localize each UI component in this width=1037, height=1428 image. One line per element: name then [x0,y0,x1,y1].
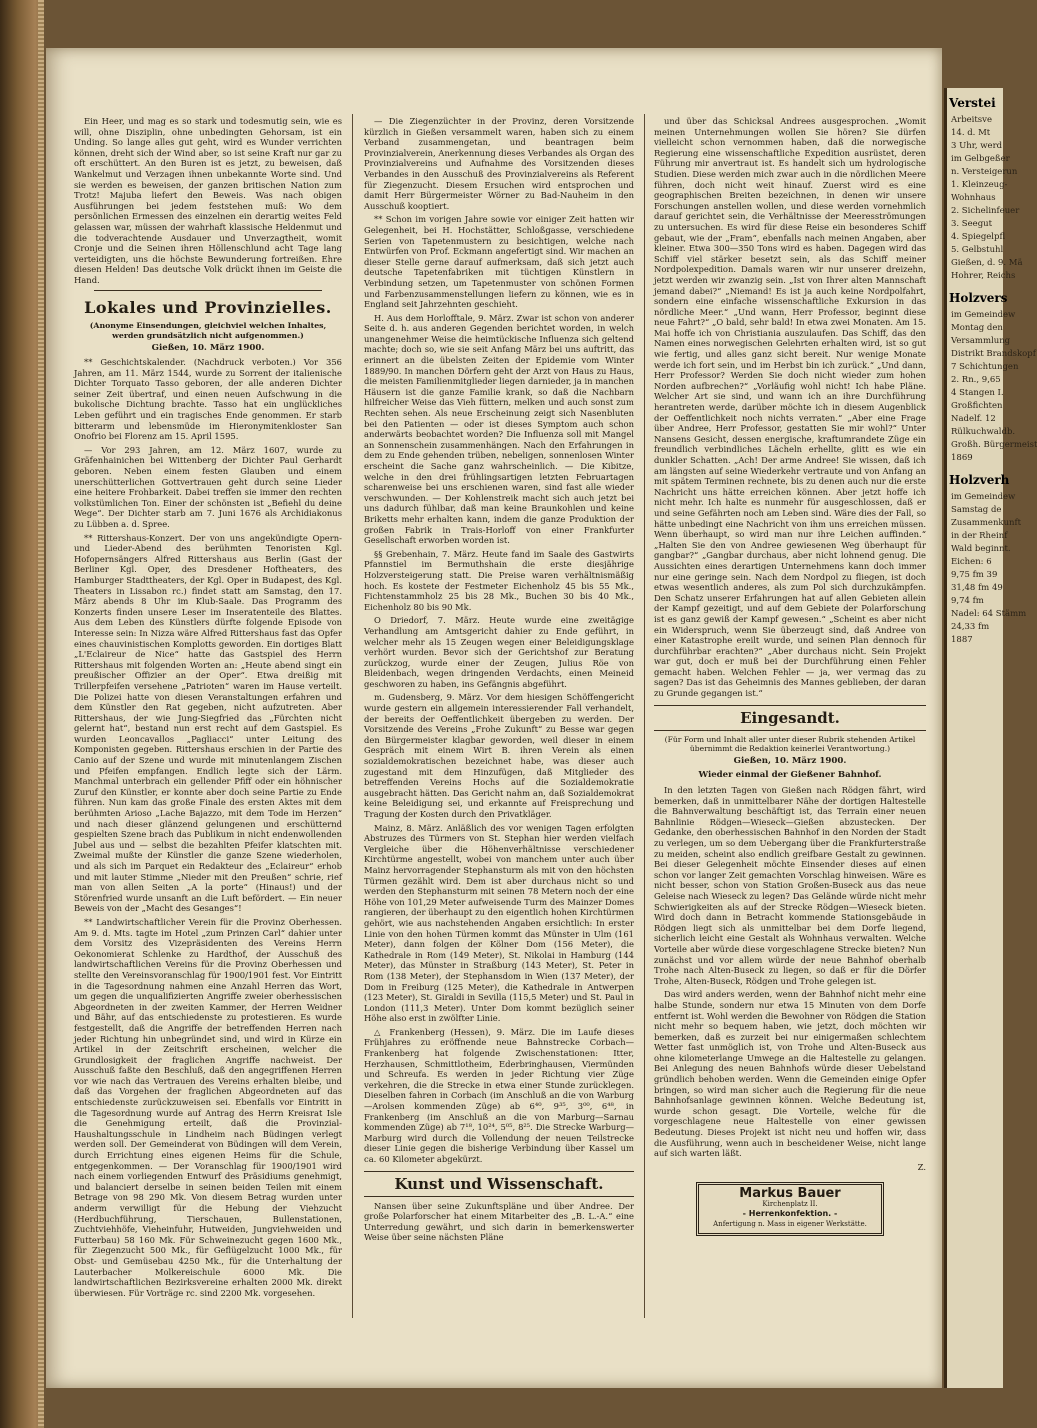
margin-line: 1869 [951,453,973,463]
article-paragraph: Nansen über seine Zukunftspläne und über Andree. Der große Polarforscher hat einem Mitarbeiter des „B. L.-A.“ eine Unterredung gewährt, und sich darin in bemerkenswerter Weise über seine nächsten Pläne [364,1200,634,1243]
margin-line: 7 Schichtungen [951,362,1019,372]
ad-street: Kirchenplatz II. [762,1200,818,1208]
margin-line: Nadelf. 12 [951,414,996,424]
margin-line: 4 Stangen I. [951,388,1004,398]
margin-line: 5. Gelbstuhl [951,245,1004,255]
article-heading: Wieder einmal der Gießener Bahnhof. [698,770,882,781]
margin-line: Montag den [951,323,1003,333]
book-binding [0,0,44,1428]
column-2 [364,116,634,1316]
margin-line: Rülkuchwaldb. [951,427,1016,437]
margin-line: Wohnhaus [951,193,996,203]
margin-line: n. Versteigerun [951,167,1018,177]
ad-line: Anfertigung n. Mass in eigener Werkstätte. [713,1219,867,1228]
margin-line: Arbeitsve [951,115,993,125]
article-paragraph: m. Gudensberg, 9. März. Vor dem hiesigen Schöffengericht wurde gestern ein allgemein interessierender Fall verhandelt, der bereits der Oeffentlichkeit übergeben zu werden. Der Vorsitzende des Vereins „Frohe Zukunft“ zu Besse war gegen den Bürgermeister klagbar geworden, weil dieser in einem Gespräch mit einem Wirt B. ihren Verein als einen sozialdemokratischen bezeichnet habe, was dieser auch zugestand mit dem Hinzufügen, daß Mitglieder des betreffenden Vereins Hochs auf die Sozialdemokratie ausgebracht hätten. Das Gericht nahm an, daß Sozialdemokrat keine Beleidigung sei, und erkannte auf Freisprechung und Tragung der Kosten durch den Privatkläger. [364,692,634,819]
signature: Z. [917,1161,926,1172]
article-paragraph: — Die Ziegenzüchter in der Provinz, deren Vorsitzende kürzlich in Gießen versammelt waren, haben sich zu einem Verband zusammengetan, und beantragen beim Provinzialverein, Anerkennung dieses Verbandes als Organ des Provinzialvereins und Aufnahme des Vorsitzenden dieses Verbandes in den Ausschuß des Provinzialvereins als Referent für Ziegenzucht. Diesem Ersuchen wird entsprochen und damit Herr Bürgermeister Wörner zu Bad-Nauheim in den Ausschuß kooptiert. [364,116,634,211]
article-paragraph: §§ Grebenhain, 7. März. Heute fand im Saale des Gastwirts Pfannstiel im Bermuthshain die erste diesjährige Holzversteigerung statt. Die Preise waren verhältnismäßig hoch. Es kostete der Festmeter Eichenholz 45 bis 55 Mk., Fichtenstammholz 25 bis 28 Mk., Buchen 30 bis 40 Mk., Eichenholz 80 bis 90 Mk. [364,548,634,612]
advertisement-box [696,1182,884,1235]
margin-line: Zusammenkunft [951,518,1022,528]
margin-line: 31,48 fm 49 [951,583,1003,593]
newspaper-page [46,48,942,1388]
article-paragraph: O Driedorf, 7. März. Heute wurde eine zweitägige Verhandlung am Amtsgericht dahier zu Ende geführt, in welcher mehr als 15 Zeugen wegen einer Beleidigungsklage verhört wurden. Bevor sich der Gerichtshof zur Beratung zurückzog, wurde einer der Zeugen, Julius Röe von Bleidenbach, wegen dringenden Verdachts, einen Meineid geschworen zu haben, ins Gefängnis abgeführt. [364,615,634,689]
article-paragraph: Mainz, 8. März. Anläßlich des vor wenigen Tagen erfolgten Abstruzes des Türmers von St. Stephan hier werden vielfach Vergleiche über die Höhenverhältnisse verschiedener Kirchtürme angestellt, wobei von manchem unter auch über Mainz hervorragender Stephansturm als mit von den höchsten Türmen gezählt wird. Dem ist aber durchaus nicht so und werden den Stephansturm mit seinen 78 Metern noch der eine Höhe von 101,29 Meter aufweisende Turm des Mainzer Domes rangieren, der überhaupt zu den eigentlich hohen Kirchtürmen gehört, wie aus nachstehenden Angaben ersichtlich: In erster Linie von den hohen Türmen kommt das Münster in Ulm (161 Meter), dann folgen der Kölner Dom (156 Meter), die Kathedrale in Rom (149 Meter), St. Nikolai in Hamburg (144 Meter), das Münster in Straßburg (143 Meter), St. Peter in Rom (138 Meter), der Stephansdom in Wien (137 Meter), der Dom in Freiburg (125 Meter), die Kathedrale in Antwerpen (123 Meter), St. Giraldi in Sevilla (115,5 Meter) und St. Paul in London (111,3 Meter). Unter Dom kommt bezüglich seiner Höhe also erst in zwölfter Linie. [364,822,634,1024]
margin-line: Wald beginnt. [951,544,1011,554]
margin-line: Versammlung [951,336,1011,346]
margin-heading: Verstei [949,96,996,110]
article-paragraph: In den letzten Tagen von Gießen nach Rödgen fährt, wird bemerken, daß in unmittelbarer Nähe der dortigen Haltestelle die Bahnverwaltung beschäftigt ist, das Terrain einer neuen Bahnlinie Rödgen—Wieseck—Gießen abzustecken. Der Gedanke, den oberhessischen Bahnhof in den Norden der Stadt zu verlegen, um so dem Uebergang über die Frankfurterstraße zu meiden, scheint also endlich greifbare Gestalt zu gewinnen. Bei dieser Gelegenheit möchte Einsender dieses auf einen schon vor langer Zeit gemachten Vorschlag hinweisen. Wäre es nicht besser, schon von Station Großen-Buseck aus das neue Geleise nach Wieseck zu legen? Das Gelände würde nicht mehr Schwierigkeiten als auf der Strecke Rödgen—Wieseck bieten. Wird doch dann in Betracht kommende Stationsgebäude in Rödgen liegt sich als unmittelbar bei dem Dorfe liegend, sicherlich leicht eine Gestalt als Wohnhaus verwalten. Welche Vorteile aber würde diese vorgeschlagene Strecke bieten? Nun zunächst und vor allem würde der neue Bahnhof oberhalb Trohe nach Alten-Buseck zu liegen, so daß er für die Dörfer Trohe, Alten-Buseck, Rödgen und Trohe gelegen ist. [654,785,926,986]
ad-trade: - Herrenkonfektion. - [742,1209,838,1218]
margin-line: Gießen, d. 9. Mä [951,258,1023,268]
margin-line: 9,75 fm 39 [951,570,998,580]
intro-paragraph: Ein Heer, und mag es so stark und todesmutig sein, wie es will, ohne Disziplin, ohne unbedingten Gehorsam, ist ein Unding. So lange alles gut geht, wird es Wunder verrichten können, dreht sich der Wind aber, so ist seine Kraft nur gar zu oft erschüttert. An den Buren ist es jetzt, zu beweisen, daß Wankelmut und Verzagen ihnen unbekannte Worte sind. Und sie werden es beweisen, der ganzen britischen Nation zum Trotz! Majuba liefert den Beweis. Was nach obigen Ausführungen bei jedem feststehen muß: Wo dem persönlichen Ermessen des einzelnen ein derartig weites Feld gelassen war, müssen der wahrhaft klassische Heldenmut und die todverachtende Ausdauer und Unverzagtheit, womit Cronje und die Seinen ihren Höllenschlund acht Tage lang verteidigten, uns die höchste Bewunderung fortreißen. Ehre diesen Helden! Das deutsche Volk drückt ihnen im Geiste die Hand. [74,116,342,285]
article-paragraph: — Vor 293 Jahren, am 12. März 1607, wurde zu Gräfenhainichen bei Wittenberg der Dichter Paul Gerhardt geboren. Neben einem festen Glauben und einem unerschütterlichen Gottvertrauen geht durch seine Lieder eine heitere Frohbarkeit. Dabei treffen sie immer den rechten volkstümlichen Ton. Einer der schönsten ist „Befiehl du deine Wege“. Der Dichter starb am 7. Juni 1676 als Archidiakonus zu Lübben a. d. Spree. [74,444,342,529]
article-paragraph: △ Frankenberg (Hessen), 9. März. Die im Laufe dieses Frühjahres zu eröffnende neue Bahnstrecke Corbach—Frankenberg hat folgende Zwischenstationen: Itter, Herzhausen, Schmittlotheim, Ederbringhausen, Viermünden und Schreufa. Es werden in jeder Richtung vier Züge verkehren, die die Strecke in etwa einer Stunde zurücklegen. Dieselben fahren in Corbach (im Anschluß an die von Warburg—Arolsen kommenden Züge) ab 6⁴⁰, 9³⁵, 3⁰⁰, 6⁴⁸, in Frankenberg (im Anschluß an die von Marburg—Sarnau kommenden Züge) ab 7¹⁸, 10²⁴, 5⁰⁵, 8²⁵. Die Strecke Warburg—Marburg wird durch die Vollendung der neuen Teilstrecke dieser Linie gegen die bisherige Verbindung über Kassel um ca. 60 Kilometer abgekürzt. [364,1026,634,1164]
margin-line: Hohrer, Reichs [951,271,1016,281]
margin-line: 4. Spiegelpfl [951,232,1006,242]
article-paragraph: ** Landwirtschaftlicher Verein für die Provinz Oberhessen. Am 9. d. Mts. tagte im Hotel „zum Prinzen Carl“ dahier unter dem Vorsitz des Vizepräsidenten des Vereins Herrn Oekonomierat Schlenke zu Hardthof, der Ausschuß des landwirtschaftlichen Vereins für die Provinz Oberhessen und stellte den Vereinsvoranschlag für 1900/1901 fest. Vor Eintritt in die Tagesordnung nahmen eine Anzahl Herren das Wort, um gegen die unqualifizierten Angriffe zweier oberhessischen Abgeordneten in der zweiten Kammer, der Herren Weidner und Bähr, auf das entschiedenste zu protestieren. Es wurde festgestellt, daß die Angriffe der betreffenden Herren nach jeder Richtung hin unbegründet sind, und wird in Kürze ein Artikel in der Zeitschrift erscheinen, welcher die Grundlosigkeit der fraglichen Angriffe nachweist. Der Ausschuß faßte den Beschluß, daß den angegriffenen Herren vor wie nach das Vertrauen des Vereins erhalten bleibe, und daß das Vorgehen der fraglichen Abgeordneten auf das entschiedenste zurückzuweisen sei. Ebenfalls vor Eintritt in die Tagesordnung wurde auf Antrag des Herrn Kreisrat Isle die Genehmigung erteilt, daß die Provinzial-Haushaltungsschule in Lindheim nach Büdingen verlegt werden soll. Der Gemeinderat von Büdingen will dem Verein, durch Errichtung eines eigenen Heims für die Schule, entgegenkommen. — Der Voranschlag für 1900/1901 wird nach einem vorliegenden Entwurf des Präsidiums genehmigt, und balanciert derselbe in seinen beiden Teilen mit einem Betrage von 98 290 Mk. Von diesem Betrag wurden unter anderm verwilligt für die Hebung der Viehzucht (Herdbuchführung, Tierschauen, Bullenstationen, Zuchtviehhöfe, Vieheinfuhr, Hutweiden, Jungviehweiden und Futterbau) 58 160 Mk. Für Schweinezucht gegen 1600 Mk., für Ziegenzucht 500 Mk., für Geflügelzucht 1000 Mk., für Obst- und Gemüsebau 4250 Mk., für die Unterhaltung der Lauterbacher Molkereischule 6000 Mk. Die landwirtschaftlichen Bezirksvereine erhalten 2000 Mk. direkt überwiesen. Für Vorträge rc. sind 2200 Mk. vorgesehen. [74,916,342,1298]
section-title-lokales: Lokales und Provinzielles. [84,297,332,317]
column-3 [654,116,926,1316]
dateline: Gießen, 10. März 1900. [151,342,265,353]
article-paragraph: ** Rittershaus-Konzert. Der von uns angekündigte Opern- und Lieder-Abend des berühmten Tenoristen Kgl. Hofopernsängers Alfred Rittershaus aus Berlin (Gast der Berliner Kgl. Oper, des Dresdener Hoftheaters, des Hamburger Stadttheaters, der Kgl. Oper in Budapest, des Kgl. Theaters in Lissabon rc.) findet statt am Samstag, den 17. März abends 8 Uhr im Klub-Saale. Das Programm des Konzerts finden unsere Leser im Inseratenteile des Blattes. Aus dem Leben des Künstlers dürfte folgende Episode von Interesse sein: In Nizza wäre Alfred Rittershaus fast das Opfer eines chauvinistischen Komplotts geworden. Ein dortiges Blatt „L'Eclaireur de Nice“ hatte das Gastspiel des Herrn Rittershaus mit folgenden Worten an: „Heute abend singt ein preußischer Offizier an der Oper“. Etwa dreißig mit Trillerpfeifen versehene „Patrioten“ waren im Hause verteilt. Die Polizei hatte von diesen Veranstaltungen erfahren und dem Künstler den Rat gegeben, nicht aufzutreten. Aber Rittershaus, der wie Jung-Siegfried das „Fürchten nicht gelernt hat“, bestand nun erst recht auf dem Gastspiel. Es wurden Leoncavallos „Pagliacci“ unter Leitung des Komponisten gegeben. Rittershaus erschien in der Partie des Canio auf der Szene und wurde mit minutenlangem Zischen und Pfeifen empfangen. Endlich legte sich der Lärm. Manchmal unterbrach ein gellender Pfiff oder ein höhnischer Zuruf den Künstler, er konnte aber doch seine Partie zu Ende führen. Nun kam das große Finale des ersten Aktes mit dem berühmten Arioso „Lache Bajazzo, mit dem Tode im Herzen“ und nach dieser glänzend gelungenen und erschütternd gespielten Szene brach das Publikum in nicht endenwollenden Jubel aus und — selbst die bezahlten Pfeifer klatschten mit. Zweimal mußte der Künstler die ganze Szene wiederholen, und als sich im Parquet ein Redakteur des „Eclaireur“ erhob und mit lauter Stimme „Nieder mit den Preußen“ schrie, rief man von allen Seiten „A la porte“ (Hinaus!) und der Störenfried wurde unsanft an die Luft befördert. — Ein neuer Beweis von der „Macht des Gesanges“! [74,532,342,914]
divider [94,290,322,291]
article-paragraph: ** Schon im vorigen Jahre sowie vor einiger Zeit hatten wir Gelegenheit, bei H. Hochstätter, Schloßgasse, verschiedene Serien von Tapetenmustern zu besichtigen, welche nach Entwürfen von Prof. Eckmann angefertigt sind. Wir machen an dieser Stelle gerne darauf aufmerksam, daß sich jetzt auch deutsche Tapetenfabriken mit tüchtigen Künstlern in Verbindung setzen, um Tapetenmuster von schönen Formen und Farbenzusammenstellungen liefern zu können, wie es in England seit Jahrzehnten geschieht. [364,214,634,310]
margin-line: Distrikt Brandskopf [951,349,1036,359]
column-rule [644,114,645,1318]
article-paragraph: Das wird anders werden, wenn der Bahnhof nicht mehr eine halbe Stunde, sondern nur etwa 15 Minuten von dem Dorfe entfernt ist. Wohl werden die Bewohner von Rödgen die Station nicht mehr so bequem haben, wie jetzt, doch möchten wir bemerken, daß es zurzeit bei nur einigermaßen schlechtem Wetter fast unmöglich ist, von Trohe und Alten-Buseck aus ohne kilometerlange Umwege an die Haltestelle zu gelangen. Bei Anlegung des neuen Bahnhofs würde dieser Uebelstand gründlich behoben werden. Wenn die Gemeinden einige Opfer bringen, so wird man sicher auch die Regierung für die neue Bahnhofsanlage gewinnen können. Welche Bedeutung ist, wurde schon gesagt. Die Vorteile, welche für die vorgeschlagene neue Haltestelle von einer gewissen Bedeutung. Dieses Projekt ist nicht neu und hoffen wir, dass die Ausführung, wenn auch in bescheidener Weise, nicht lange auf sich warten läßt. [654,989,926,1159]
margin-line: 2. Rn., 9,65 [951,375,1001,385]
margin-line: Nadel: 64 Stämm [951,609,1027,619]
article-paragraph: H. Aus dem Horlofftale, 9. März. Zwar ist schon von anderer Seite d. h. aus anderen Gegenden berichtet worden, in welch unangenehmer Weise die heimtückische Influenza sich geltend machte; doch so, wie sie seit Anfang März bei uns auftritt, das erinnert an die übelsten Zeiten der Epidemie vom Winter 1889/90. In manchen Dörfern geht der Arzt von Haus zu Haus, die meisten Familienmitglieder liegen darnieder, ja in manchen Häusern ist die ganze Familie krank, so daß die Nachbarn hilfreicher Weise das Vieh füttern, melken und auch sonst zum Rechten sehen. Als neue Erscheinung zeigt sich Nasenbluten bei den Patienten — oder ist dieses Symptom auch schon anderwärts beobachtet worden? Die Influenza soll mit Mangel an Sonnenschein zusammenhängen. Nach den Erfahrungen in dem zu Ende gehenden trüben, nebeligen, sonnenlosen Winter erscheint die Sache ganz wahrscheinlich. — Die Kibitze, welche in den drei frühlingsartigen letzten Februartagen scharenweise bei uns erschienen waren, sind fast alle wieder verschwunden. — Der Kohlenstreik macht sich auch jetzt bei uns dadurch fühlbar, daß man keine Braunkohlen und keine Briketts mehr erhalten kann, indem die ganze Produktion der großen Fabrik in Trais-Horloff von einer Frankfurter Gesellschaft erworben worden ist. [364,312,634,546]
margin-line: in der Rheinf [951,531,1008,541]
section-title-kunst: Kunst und Wissenschaft. [364,1171,634,1197]
adjacent-page-edge [944,88,1037,1388]
margin-line: 24,33 fm [951,622,990,632]
margin-line: 9,74 fm [951,596,984,606]
margin-line: 3 Uhr, werd [951,141,1003,151]
margin-line: 2. Sichelinfeuer [951,206,1020,216]
column-1 [74,116,342,1316]
margin-line: Samstag de [951,505,1002,515]
section-title-eingesandt: Eingesandt. [654,705,926,731]
margin-line: 3. Seegut [951,219,993,229]
ad-name: Markus Bauer [739,1186,841,1202]
margin-line: im Gelbgeßer [951,154,1010,164]
article-paragraph: und über das Schicksal Andrees ausgesprochen. „Womit meinen Unternehmungen wollen Sie hören? Sie dürfen vielleicht schon vernommen haben, daß die norwegische Regierung eine wissenschaftliche Expedition ausrüstet, deren Führung mir anvertraut ist. Es handelt sich um hydrologische Studien. Diese werden mich zwar auch in die nördlichen Meere führen, doch nicht weit hinauf. Zuerst wird es eine geographischen Breiten bezeichnen, in denen wir unsere Forschungen anstellen wollen, und diese werden vornehmlich darauf gerichtet sein, die Verhältnisse der Meeresströmungen zu untersuchen. Es wird für diese Reise ein besonderes Schiff gebaut, wie der „Fram“, ebenfalls nach meinen Angaben, aber kleiner. Etwa 300—350 Tons wird es haben. Dagegen wird das Schiff viel stärker besetzt sein, als das Schiff meiner Nordpolexpedition. Damals waren wir nur unserer dreizehn, jetzt werden wir zwanzig sein. „Ist von Ihrer alten Mannschaft jemand dabei?“ „Niemand! Es ist ja auch keine Nordpolfahrt, sondern eine einfache wissenschaftliche Exkursion in das nördliche Meer.“ „Und wann, Herr Professor, beginnt diese neue Fahrt?“ „O bald, sehr bald! In etwa zwei Monaten. Am 15. Mai hoffe ich von Christiania auszulaufen. Das Schiff, das den Namen eines norwegischen Gelehrten erhalten wird, ist so gut wie fertig, und alles ganz sicht bereit. Nur wenige Monate werde ich fort sein, und im Herbst bin ich zurück.“ „Und dann, Herr Professor? Werden Sie doch nicht wieder zum hohen Norden aufbrechen?“ „Vorläufig wohl nicht! Ich habe Pläne. Welcher Art sie sind, und wann ich an ihre Durchführung herantreten werde, darüber möchte ich in diesem Augenblick der Oeffentlichkeit noch nichts verraten.“ „Aber eine Frage über Andree, Herr Professor, gestatten Sie mir wohl?“ Unter Nansens Gesicht, dessen energische, kraftumrandete Züge ein freundlich verbindliches Lächeln erhellte, glitt es wie ein dunkler Schatten. „Ach! Der arme Andree! Sie wissen, daß ich am längsten auf seine Wiederkehr vertraute und von Anfang an mit spätem Terminen rechnete, bis zu denen auch nur die erste Nachricht uns hätte erreichen können. Aber jetzt hoffe ich nicht mehr. Ich halte es nunmehr für ausgeschlossen, daß er und seine Gefährten noch am Leben sind. Wäre dies der Fall, so hätte unbedingt eine Nachricht von ihm uns erreichen müssen. Wenn überhaupt, so wird man nur ihre Leichen auffinden.“ „Halten Sie den von Andree gewiesenen Weg überhaupt für gangbar?“ „Gangbar durchaus, aber nicht lohnend genug. Die Aussichten eines derartigen Unternehmens kann doch immer nur eine geringe sein. Nach dem Nordpol zu fliegen, ist doch etwas wesentlich anderes, als zum Pol sich durchzukämpfen. Den Schatz unserer Erfahrungen hat auf allen Gebieten allein der Kampf gezeitigt, und auf dem Gebiete der Polarforschung ist es ganz gewiß der Kampf gewesen.“ „Scheint es aber nicht ein Widerspruch, wenn Sie überzeugt sind, daß Andree von einer Katastrophe ereilt wurde, und seinen Plan dennoch für durchführbar erachten?“ „Aber durchaus nicht. Sein Projekt war gut, doch er muß bei der Durchführung einen Fehler gemacht haben. Welchen Fehler — ja, wer vermag das zu sagen? Das ist das Geheimnis des Mannes geblieben, der daran zu Grunde gegangen ist.“ [654,116,926,699]
section-subtitle: (Anonyme Einsendungen, gleichviel welchen Inhaltes, werden grundsätzlich nicht aufgenommen.) [89,320,327,340]
margin-line: Großh. Bürgermeist [951,440,1037,450]
article-paragraph: ** Geschichtskalender. (Nachdruck verboten.) Vor 356 Jahren, am 11. März 1544, wurde zu Sorrent der italienische Dichter Torquato Tasso geboren, der alle anderen Dichter seiner Zeit übertraf, und einen neuen Aufschwung in die bukolische Dichtung brachte. Tasso hat ein unglückliches Leben geführt und ein tragisches Ende genommen. Er starb bitterarm und lebensmüde im Hieronymitenkloster San Onofrio bei Florenz am 15. April 1595. [74,357,342,442]
column-rule [352,114,353,1318]
margin-line: 1887 [951,635,973,645]
margin-line: 14. d. Mt [951,128,991,138]
margin-heading: Holzvers [949,291,1008,305]
disclaimer-note: (Für Form und Inhalt aller unter dieser Rubrik stehenden Artikel übernimmt die Redaktion keinerlei Verantwortung.) [664,734,916,754]
margin-line: im Gemeindew [951,492,1016,502]
dateline: Gießen, 10. März 1900. [733,755,847,766]
margin-line: Eichen: 6 [951,557,992,567]
margin-line: Großfichten [951,401,1003,411]
margin-line: 1. Kleinzeug- [951,180,1008,190]
margin-heading: Holzverh [949,473,1010,487]
margin-line: im Gemeindew [951,310,1016,320]
